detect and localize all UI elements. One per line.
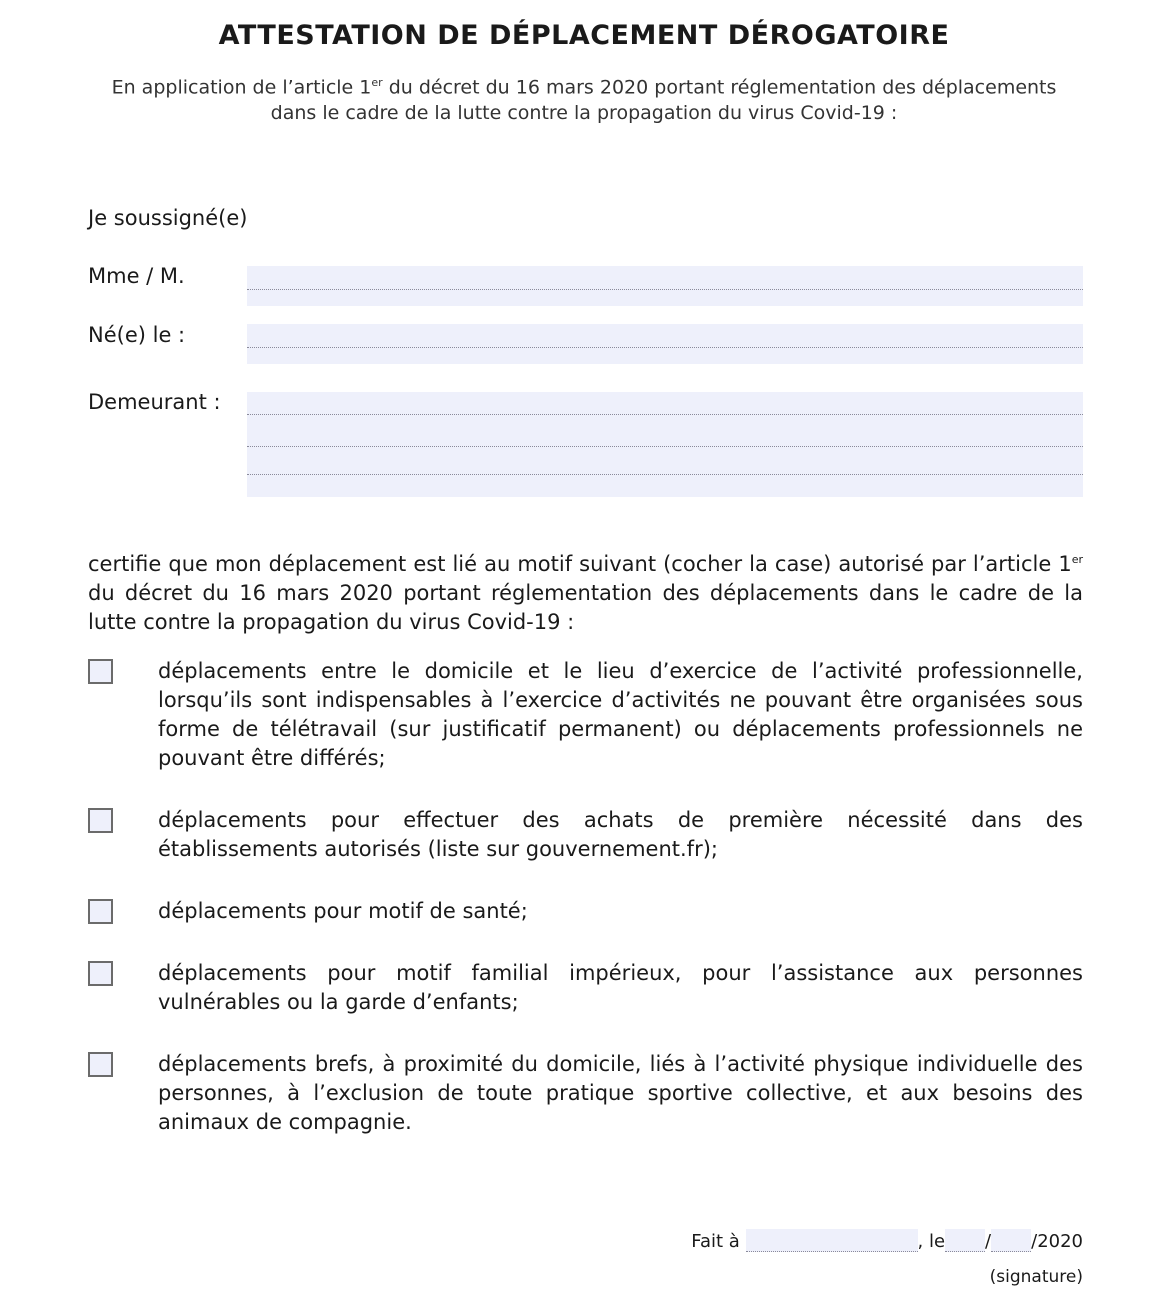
- certification-superscript: er: [1071, 553, 1083, 566]
- signature-label: (signature): [989, 1267, 1083, 1287]
- certification-text-end: du décret du 16 mars 2020 portant réglementation des déplacements dans le cadre de la lutte contre la propagation du virus Covid-19 :: [88, 581, 1083, 634]
- motif-text-family: déplacements pour motif familial impérieux, pour l’assistance aux personnes vulnérables ou la garde d’enfants;: [158, 961, 1083, 1014]
- subtitle-text-end: du décret du 16 mars 2020 portant réglementation des déplacements dans le cadre de la lutte contre la propagation du virus Covid-19 :: [270, 76, 1057, 125]
- name-label: Mme / M.: [88, 264, 185, 288]
- place-field[interactable]: [746, 1229, 918, 1252]
- intro-label: Je soussigné(e): [88, 206, 248, 230]
- birth-label: Né(e) le :: [88, 323, 186, 347]
- le-label: , le: [917, 1231, 946, 1252]
- checkbox-physical-activity[interactable]: [88, 1052, 113, 1077]
- address-dotted-line-2: [247, 446, 1083, 447]
- motif-text-professional: déplacements entre le domicile et le lieu d’exercice de l’activité professionnelle, lorsqu’ils sont indispensables à l’exercice d’activités ne pouvant être organisées sous forme de télétravail (sur justificatif permanent) ou déplacements professionnels ne pouvant être différés;: [158, 659, 1083, 770]
- checkbox-health[interactable]: [88, 899, 113, 924]
- birthdate-field[interactable]: [247, 324, 1083, 364]
- fait-a-label: Fait à: [691, 1231, 746, 1252]
- place-date-line: [691, 1229, 1083, 1252]
- birthdate-dotted-line: [247, 347, 1083, 348]
- motif-text-physical-activity: déplacements brefs, à proximité du domicile, liés à l’activité physique individuelle des personnes, à l’exclusion de toute pratique sportive collective, et aux besoins des animaux de compagnie.: [158, 1052, 1083, 1134]
- address-field[interactable]: [247, 392, 1083, 497]
- day-field[interactable]: [945, 1229, 985, 1252]
- document-title: ATTESTATION DE DÉPLACEMENT DÉROGATOIRE: [218, 20, 950, 51]
- checkbox-professional[interactable]: [88, 659, 113, 684]
- checkbox-family[interactable]: [88, 961, 113, 986]
- year-label: /2020: [1031, 1231, 1083, 1252]
- certification-paragraph: [88, 545, 1083, 637]
- month-field[interactable]: [991, 1229, 1031, 1252]
- checkbox-purchases[interactable]: [88, 808, 113, 833]
- motif-text-health: déplacements pour motif de santé;: [158, 899, 528, 923]
- name-dotted-line: [247, 289, 1083, 290]
- address-dotted-line-1: [247, 414, 1083, 415]
- date-separator: /: [985, 1231, 992, 1252]
- name-field[interactable]: [247, 266, 1083, 306]
- motif-text-purchases: déplacements pour effectuer des achats de première nécessité dans des établissements autorisés (liste sur gouvernement.fr);: [158, 808, 1083, 861]
- address-label: Demeurant :: [88, 390, 221, 414]
- address-dotted-line-3: [247, 474, 1083, 475]
- subtitle-text-start: En application de l’article 1: [111, 76, 372, 99]
- document-subtitle: [100, 70, 1068, 126]
- certification-text-start: certifie que mon déplacement est lié au motif suivant (cocher la case) autorisé par l’article 1: [88, 552, 1072, 576]
- subtitle-superscript: er: [371, 76, 383, 89]
